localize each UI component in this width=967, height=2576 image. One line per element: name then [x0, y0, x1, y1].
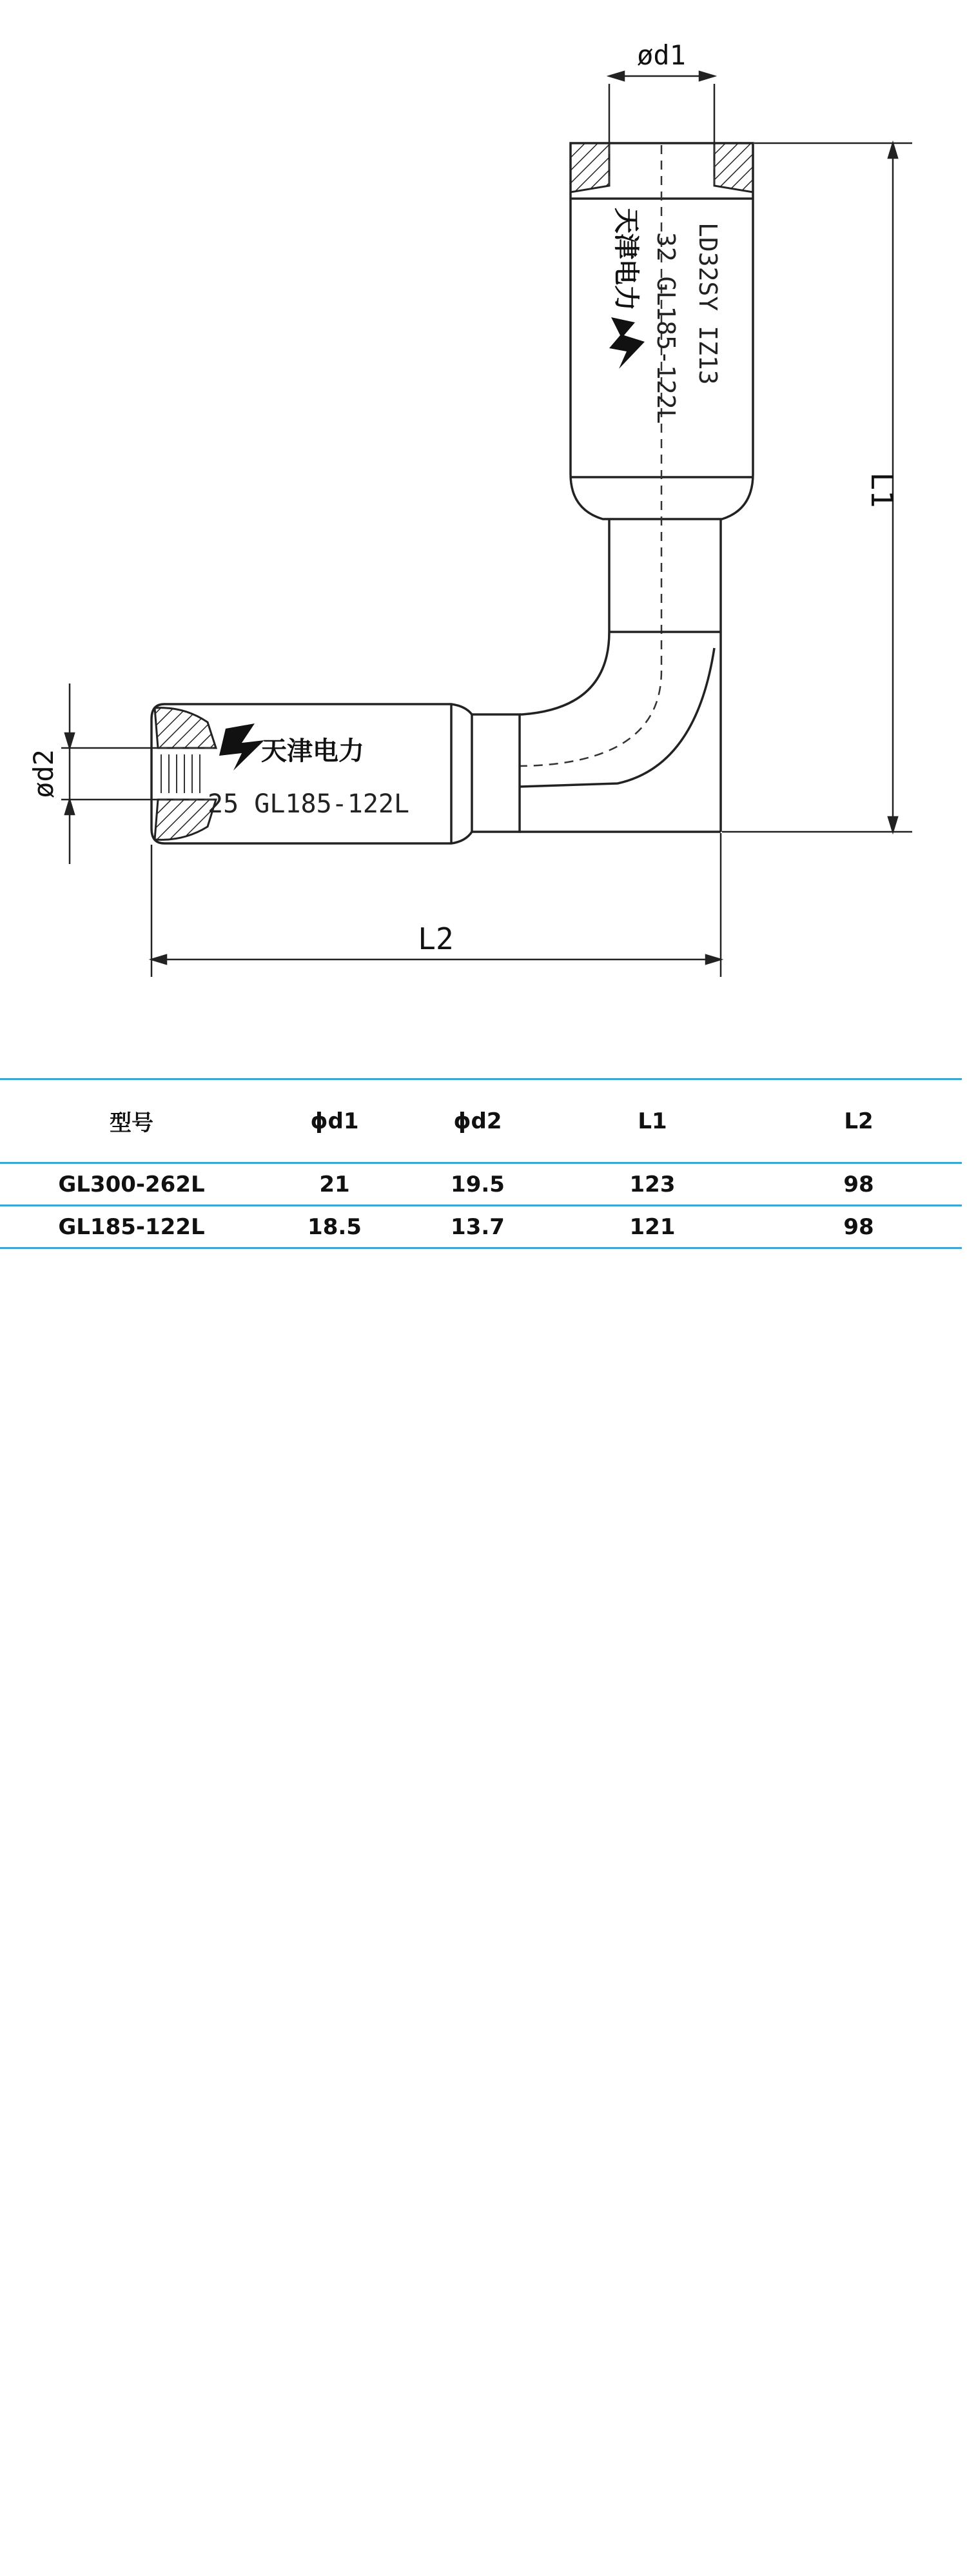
cell-model: GL300-262L — [58, 1171, 205, 1197]
elbow-hidden-line — [520, 671, 661, 766]
technical-drawing — [0, 0, 967, 1006]
horizontal-brand-text: 天津电力 — [261, 736, 364, 766]
vertical-engraving-1: 32 GL185-122L — [652, 232, 680, 424]
dimension-d2 — [61, 683, 160, 864]
dimension-L1-label: L1 — [864, 472, 899, 508]
cell-L2: 98 — [843, 1171, 874, 1197]
cell-L1: 123 — [629, 1171, 676, 1197]
table-header-row — [0, 1079, 962, 1163]
bore-serration — [161, 754, 200, 793]
header-L1: L1 — [638, 1108, 667, 1134]
dimension-d2-label: ød2 — [28, 749, 59, 798]
cell-d1: 21 — [319, 1171, 350, 1197]
cell-d2: 13.7 — [451, 1214, 505, 1240]
vertical-brand-text: 天津电力 — [611, 208, 641, 311]
cell-L1: 121 — [629, 1214, 676, 1240]
socket-wall-right — [714, 143, 753, 192]
lightning-bolt-icon — [609, 317, 645, 369]
table-row — [0, 1206, 962, 1248]
horizontal-engraving: 25 GL185-122L — [208, 789, 410, 819]
socket-wall-top — [155, 708, 216, 748]
socket-wall-left — [571, 143, 609, 192]
lightning-bolt-icon — [219, 723, 264, 771]
table-row — [0, 1163, 962, 1206]
dimension-L2-label: L2 — [418, 921, 454, 956]
spec-table — [0, 1078, 962, 1249]
header-model: 型号 — [110, 1110, 153, 1136]
vertical-engraving-2: LD32SY IZ13 — [694, 222, 722, 385]
cell-L2: 98 — [843, 1214, 874, 1240]
cell-d2: 19.5 — [451, 1171, 505, 1197]
header-L2: L2 — [844, 1108, 874, 1134]
vertical-logo — [609, 208, 645, 369]
dimension-d1 — [609, 72, 714, 145]
cell-d1: 18.5 — [308, 1214, 362, 1240]
elbow-pipe — [520, 519, 721, 832]
cell-model: GL185-122L — [58, 1214, 205, 1240]
dimension-d1-label: ød1 — [637, 39, 686, 71]
header-d1: ϕd1 — [310, 1108, 359, 1134]
socket-wall-bottom — [155, 800, 216, 840]
header-d2: ϕd2 — [453, 1108, 502, 1134]
